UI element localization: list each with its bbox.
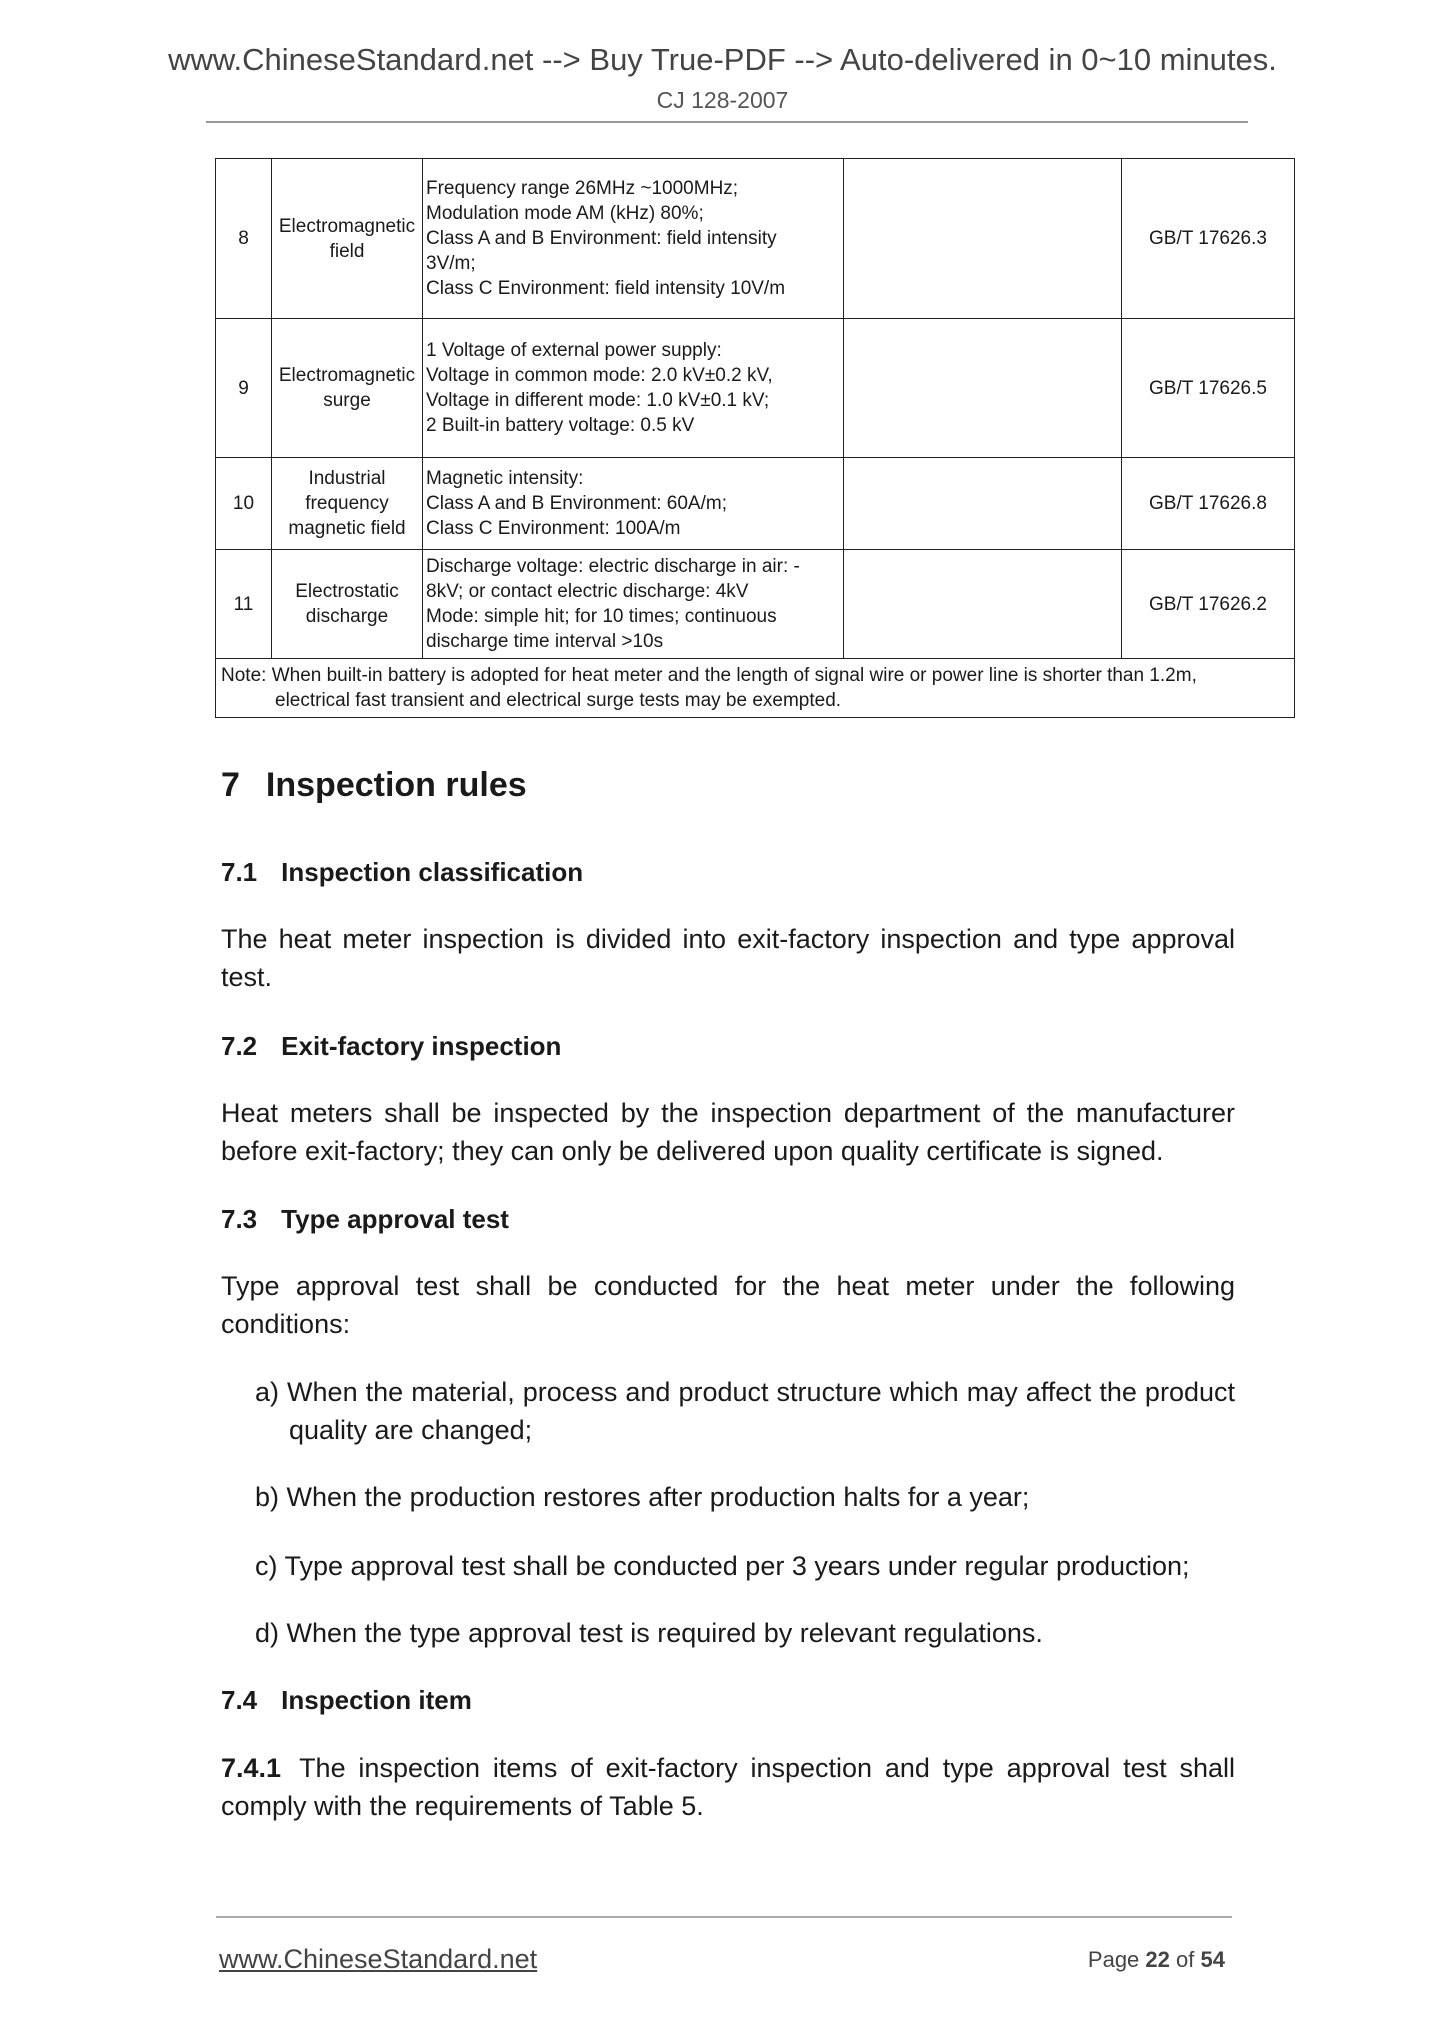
- requirement-line: Discharge voltage: electric discharge in air: -: [426, 556, 800, 577]
- requirement-line: 1 Voltage of external power supply:: [426, 340, 722, 361]
- requirements-table: [215, 158, 1295, 718]
- section-7-heading: 7 Inspection rules: [221, 766, 527, 804]
- table-row: [216, 458, 1295, 550]
- test-item-line: Electrostatic: [295, 581, 399, 602]
- test-item: [272, 159, 423, 319]
- test-requirement: [423, 159, 844, 319]
- test-item: [272, 550, 423, 659]
- requirement-line: 8kV; or contact electric discharge: 4kV: [426, 581, 749, 602]
- section-7-3-heading: 7.3 Type approval test: [221, 1204, 509, 1234]
- section-7-1-heading: 7.1 Inspection classification: [221, 857, 584, 887]
- standard-reference: GB/T 17626.8: [1122, 458, 1295, 550]
- section-7-4-1-text: 7.4.1 The inspection items of exit-factory inspection and type approval test shall comply with the requirements of Table 5.: [221, 1753, 1235, 1821]
- requirement-line: Mode: simple hit; for 10 times; continuous: [426, 606, 777, 627]
- section-7-3-text: Type approval test shall be conducted for the heat meter under the following conditions:: [221, 1271, 1235, 1339]
- document-code: CJ 128-2007: [656, 87, 789, 113]
- empty-cell: [844, 159, 1122, 319]
- requirement-line: Class A and B Environment: field intensity: [426, 228, 777, 249]
- condition-item-c: c) Type approval test shall be conducted per 3 years under regular production;: [255, 1551, 1190, 1581]
- requirement-line: Voltage in different mode: 1.0 kV±0.1 kV;: [426, 390, 770, 411]
- test-requirement: [423, 319, 844, 458]
- table-note-row: [216, 659, 1295, 718]
- test-item-line: magnetic field: [288, 518, 406, 539]
- table-row: [216, 319, 1295, 458]
- row-number: 11: [216, 550, 272, 659]
- empty-cell: [844, 458, 1122, 550]
- row-number: 10: [216, 458, 272, 550]
- requirement-line: Modulation mode AM (kHz) 80%;: [426, 203, 704, 224]
- condition-item-d: d) When the type approval test is required by relevant regulations.: [255, 1618, 1043, 1648]
- test-item-line: field: [329, 240, 365, 262]
- page-number: Page 22 of 54: [1087, 1947, 1225, 1972]
- test-item-line: frequency: [305, 493, 389, 514]
- condition-item-b: b) When the production restores after production halts for a year;: [255, 1482, 1030, 1512]
- footer-website-link[interactable]: www.ChineseStandard.net: [219, 1944, 538, 1974]
- empty-cell: [844, 550, 1122, 659]
- standard-reference: GB/T 17626.5: [1122, 319, 1295, 458]
- row-number: 9: [216, 319, 272, 458]
- condition-item-a: a) When the material, process and product structure which may affect the product quality are changed;: [255, 1377, 1235, 1445]
- footer-divider: [216, 1916, 1232, 1918]
- test-item-line: discharge: [305, 606, 389, 627]
- test-item-line: Electromagnetic: [278, 215, 416, 237]
- requirement-line: Class A and B Environment: 60A/m;: [426, 493, 727, 514]
- section-7-2-text: Heat meters shall be inspected by the inspection department of the manufacturer before exit-factory; they can only be delivered upon quality certificate is signed.: [221, 1098, 1235, 1166]
- header-banner: www.ChineseStandard.net --> Buy True-PDF --> Auto-delivered in 0~10 minutes.: [168, 42, 1277, 77]
- empty-cell: [844, 319, 1122, 458]
- requirement-line: Frequency range 26MHz ~1000MHz;: [426, 178, 739, 199]
- requirement-line: Voltage in common mode: 2.0 kV±0.2 kV,: [426, 365, 773, 386]
- requirement-line: discharge time interval >10s: [426, 631, 664, 652]
- requirement-line: 3V/m;: [426, 253, 476, 274]
- requirement-line: Magnetic intensity:: [426, 468, 584, 489]
- requirement-line: Class C Environment: 100A/m: [426, 518, 681, 539]
- standard-reference: GB/T 17626.2: [1122, 550, 1295, 659]
- section-7-1-text: The heat meter inspection is divided into exit-factory inspection and type approval test.: [221, 924, 1235, 992]
- test-item-line: surge: [323, 390, 371, 411]
- test-requirement: [423, 458, 844, 550]
- test-requirement: [423, 550, 844, 659]
- table-note-line2: electrical fast transient and electrical surge tests may be exempted.: [275, 690, 842, 711]
- section-7-2-heading: 7.2 Exit-factory inspection: [221, 1031, 562, 1061]
- requirement-line: Class C Environment: field intensity 10V/m: [426, 278, 786, 299]
- standard-reference: GB/T 17626.3: [1122, 159, 1295, 319]
- requirement-line: 2 Built-in battery voltage: 0.5 kV: [426, 415, 695, 436]
- table-row: [216, 159, 1295, 319]
- test-item-line: Industrial: [308, 468, 386, 489]
- section-7-4-heading: 7.4 Inspection item: [221, 1685, 472, 1715]
- test-item: [272, 319, 423, 458]
- table-note-line1: Note: When built-in battery is adopted for heat meter and the length of signal wire or power line is shorter than 1.2m,: [221, 665, 1197, 686]
- row-number: 8: [216, 159, 272, 319]
- test-item-line: Electromagnetic: [278, 365, 416, 386]
- table-row: [216, 550, 1295, 659]
- header-divider: [206, 121, 1248, 123]
- test-item: [272, 458, 423, 550]
